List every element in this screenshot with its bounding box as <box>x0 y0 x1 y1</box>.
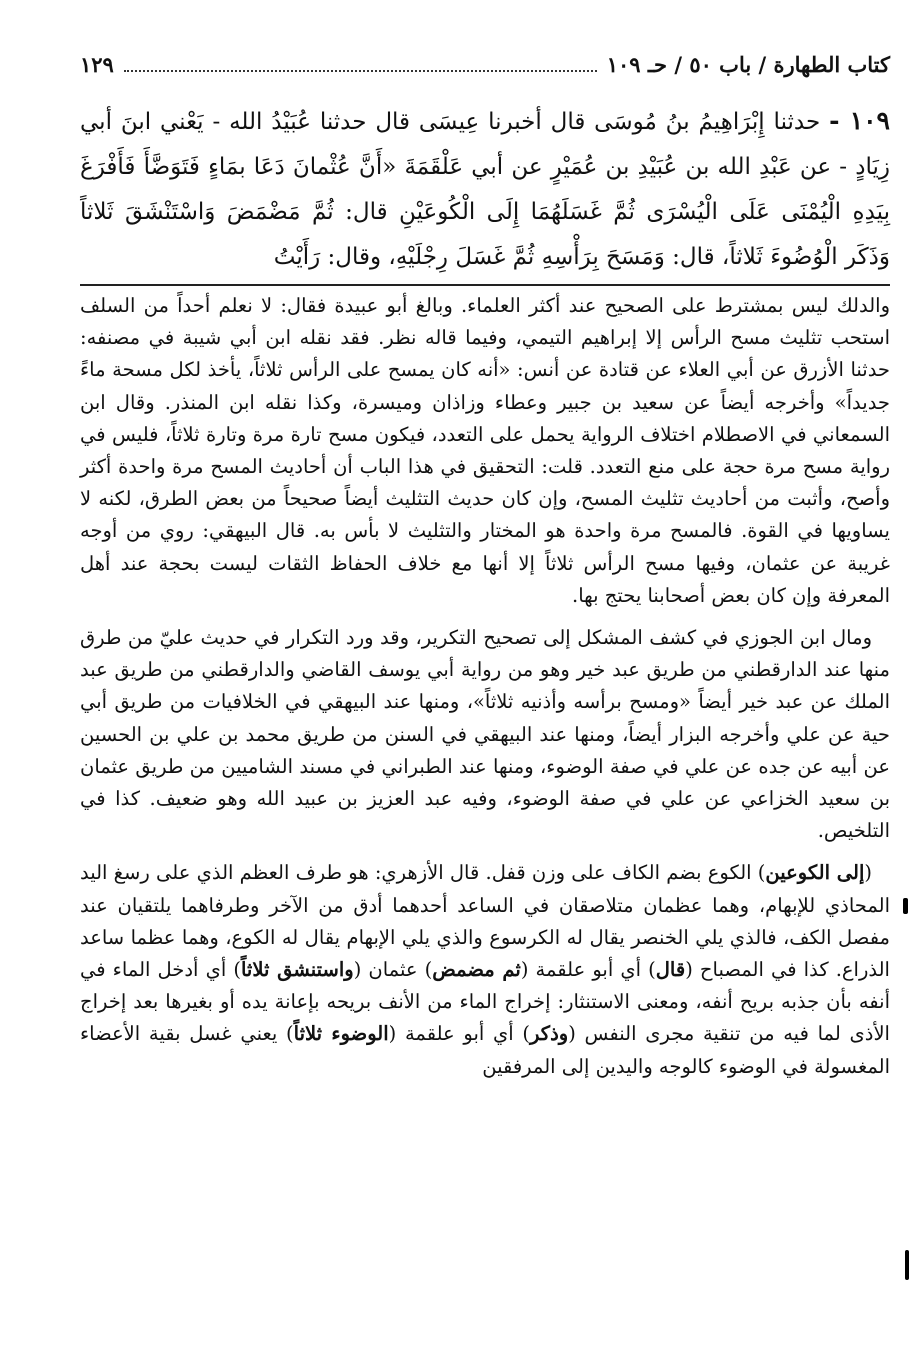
running-header <box>80 52 890 92</box>
text-fragment: ) الكوع بضم الكاف على وزن قفل. قال الأزهري: هو طرف العظم الذي على رسغ اليد المحاذي للإبهام، وهما عظمان متلاصقان في الساعد أحدهما أدق من الآخر وطرفاهما يلتقيان عند مفصل الكف، فالذي يلي الخنصر يقال له الكرسوع والذي يلي الإبهام يقال له الكوع، وهما عظما ساعد الذراع. كذا في المصباح ( <box>80 861 890 982</box>
page-edge-mark <box>905 1250 909 1280</box>
book-page <box>80 52 890 1337</box>
keyword-ila-alkuayn: إلى الكوعين <box>765 861 865 885</box>
hadith-text: حدثنا إِبْرَاهِيمُ بنُ مُوسَى قال أخبرنا عِيسَى قال حدثنا عُبَيْدُ الله - يَعْني ابنَ أبي زِيَادٍ - عن عَبْدِ الله بن عُبَيْدِ بن عُمَيْرٍ عن أبي عَلْقَمَةَ «أَنَّ عُثْمانَ دَعَا بمَاءٍ فَتَوَضَّأَ فَأَفْرَغَ بِيَدِهِ الْيُمْنَى عَلَى الْيُسْرَى ثُمَّ غَسَلَهُمَا إِلَى الْكُوعَيْنِ قال: ثُمَّ مَضْمَضَ وَاسْتَنْشَقَ ثَلاثاً وَذَكَر الْوُضُوءَ ثَلاثاً، قال: وَمَسَحَ بِرَأْسِهِ ثُمَّ غَسَلَ رِجْلَيْهِ، وقال: رَأَيْتُ <box>80 109 890 270</box>
text-fragment: ) أي أبو علقمة ( <box>388 1022 531 1046</box>
commentary <box>80 290 890 1083</box>
keyword-qal: قال <box>655 958 686 982</box>
commentary-paragraph-3 <box>80 857 890 1082</box>
commentary-paragraph-2: ومال ابن الجوزي في كشف المشكل إلى تصحيح التكرير، وقد ورد التكرار في حديث عليّ من طرق منها عند الدارقطني من طريق عبد خير وهو من رواية أبي يوسف القاضي والدارقطني من طريق عبد الملك عن عبد خير أيضاً «ومسح برأسه وأذنيه ثلاثاً»، ومنها عند البيهقي في الخلافيات من طريق أبي حية عن علي وأخرجه البزار أيضاً، ومنها عند البيهقي في السنن من طريق محمد بن علي بن الحسين عن أبيه عن جده عن علي في صفة الوضوء، ومنها عند الطبراني في مسند الشاميين من طريق عثمان بن سعيد الخزاعي عن علي في صفة الوضوء، وفيه عبد العزيز بن عبيد الله وهو ضعيف. كذا في التلخيص. <box>80 626 890 843</box>
text-fragment: ) يعني غسل بقية الأعضاء المغسولة في الوضوء كالوجه واليدين إلى المرفقين <box>80 1022 890 1078</box>
header-dotted-leader <box>124 70 597 72</box>
text-fragment: ) أي أدخل الماء في أنفه بأن جذبه بريح أنفه، ومعنى الاستنثار: إخراج الماء من الأنف بريحه بإعانة يده أو بغيرها بعد إخراج الأذى لما فيه من تنقية مجرى النفس ( <box>80 958 890 1046</box>
hadith-text-block <box>80 98 890 280</box>
text-fragment: ) أي أبو علقمة ( <box>520 958 656 982</box>
keyword-alwudu-thalathan: الوضوء ثلاثاً <box>293 1022 389 1046</box>
text-fragment: ( <box>864 861 873 885</box>
keyword-istanshaqa: واستنشق ثلاثاً <box>240 958 354 982</box>
page-edge-mark <box>903 898 908 914</box>
text-fragment: ) عثمان ( <box>353 958 433 982</box>
keyword-thumma-madmada: ثم مضمض <box>432 958 521 982</box>
keyword-wadhakara: وذكر <box>530 1022 569 1046</box>
hadith-number: ١٠٩ - <box>829 106 890 135</box>
header-page-number: ١٢٩ <box>80 52 114 77</box>
header-book-section: كتاب الطهارة / باب ٥٠ / حـ ١٠٩ <box>606 52 890 77</box>
footnote-divider <box>80 284 890 286</box>
commentary-paragraph-1: والدلك ليس بمشترط على الصحيح عند أكثر العلماء. وبالغ أبو عبيدة فقال: لا نعلم أحداً من السلف استحب تثليث مسح الرأس إلا إبراهيم التيمي، وفيما قاله نظر. فقد نقله ابن أبي شيبة في مصنفه: حدثنا الأزرق عن أبي العلاء عن قتادة عن أنس: «أنه كان يمسح على الرأس ثلاثاً، يأخذ لكل مسحة ماءً جديداً» وأخرجه أيضاً عن سعيد بن جبير وعطاء وزاذان وميسرة، وكذا نقله ابن المنذر. وقال ابن السمعاني في الاصطلام اختلاف الرواية يحمل على التعدد، فيكون مسح تارة مرة وتارة ثلاثاً، فليس في رواية مسح مرة حجة على منع التعدد. قلت: التحقيق في هذا الباب أن أحاديث المسح مرة واحدة أكثر وأصح، وأثبت من أحاديث تثليث المسح، وإن كان حديث التثليث أيضاً صحيحاً من بعض الطرق، لكنه لا يساويها في القوة. فالمسح مرة واحدة هو المختار والتثليث لا بأس به. قال البيهقي: روي من أوجه غريبة عن عثمان، وفيها مسح الرأس ثلاثاً إلا أنها مع خلاف الحفاظ الثقات ليست بحجة عند أهل المعرفة وإن كان بعض أصحابنا يحتج بها. <box>80 294 890 607</box>
